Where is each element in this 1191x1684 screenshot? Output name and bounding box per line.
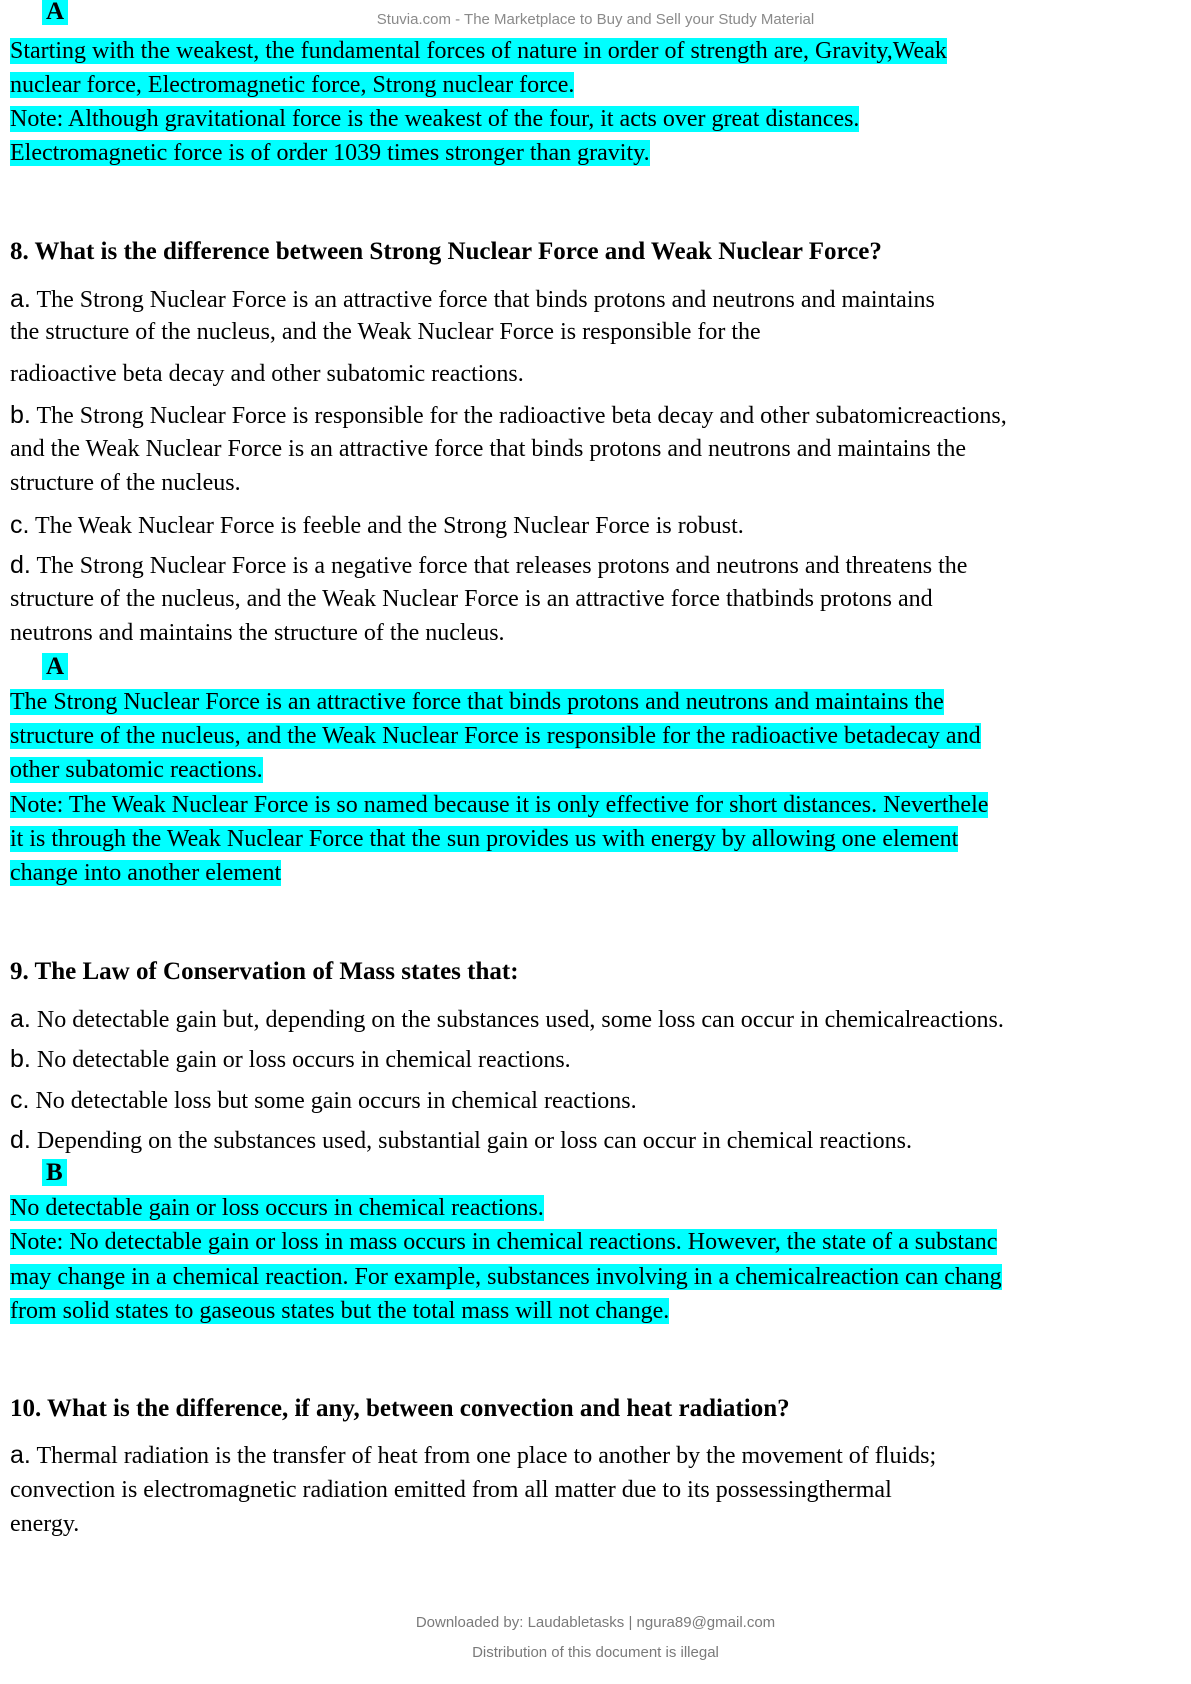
- answer-note: Note: No detectable gain or loss in mass occurs in chemical reactions. However, the state of a substanc: [10, 1229, 998, 1255]
- option-d: d. The Strong Nuclear Force is a negative force that releases protons and neutrons and threatens the: [10, 551, 968, 579]
- answer-note: from solid states to gaseous states but the total mass will not change.: [10, 1298, 670, 1324]
- answer-line: structure of the nucleus, and the Weak Nuclear Force is responsible for the radioactive betadecay and: [10, 723, 981, 749]
- option-b-cont: structure of the nucleus.: [10, 470, 241, 496]
- option-a-cont: radioactive beta decay and other subatomic reactions.: [10, 361, 524, 387]
- option-d: d. Depending on the substances used, substantial gain or loss can occur in chemical reactions.: [10, 1126, 912, 1154]
- answer-line: Starting with the weakest, the fundamental forces of nature in order of strength are, Gravity,Weak: [10, 38, 947, 64]
- answer-note: Note: The Weak Nuclear Force is so named because it is only effective for short distances. Neverthele: [10, 792, 989, 818]
- footer-downloaded: Downloaded by: Laudabletasks | ngura89@gmail.com: [415, 1614, 776, 1631]
- option-a: a. No detectable gain but, depending on the substances used, some loss can occur in chemicalreactions.: [10, 1005, 1004, 1033]
- answer-note: Note: Although gravitational force is the weakest of the four, it acts over great distances.: [10, 106, 860, 132]
- option-a-cont: convection is electromagnetic radiation emitted from all matter due to its possessingthermal: [10, 1477, 892, 1503]
- question-9: 9. The Law of Conservation of Mass states that:: [10, 958, 519, 985]
- option-c: c. The Weak Nuclear Force is feeble and the Strong Nuclear Force is robust.: [10, 511, 744, 539]
- option-b: b. The Strong Nuclear Force is responsible for the radioactive beta decay and other subatomicreactions,: [10, 401, 1007, 429]
- answer-line: No detectable gain or loss occurs in chemical reactions.: [10, 1195, 544, 1221]
- answer-note: Electromagnetic force is of order 1039 times stronger than gravity.: [10, 140, 650, 166]
- answer-note: change into another element: [10, 860, 282, 886]
- option-c: c. No detectable loss but some gain occurs in chemical reactions.: [10, 1086, 637, 1114]
- option-b-cont: and the Weak Nuclear Force is an attractive force that binds protons and neutrons and maintains the: [10, 436, 966, 462]
- answer-letter: A: [42, 0, 68, 28]
- answer-note: may change in a chemical reaction. For example, substances involving in a chemicalreaction can chang: [10, 1264, 1002, 1290]
- page-header: Stuvia.com - The Marketplace to Buy and Sell your Study Material: [376, 11, 815, 28]
- option-a-cont: energy.: [10, 1511, 80, 1537]
- answer-line: The Strong Nuclear Force is an attractive force that binds protons and neutrons and maintains the: [10, 689, 944, 715]
- answer-line: other subatomic reactions.: [10, 757, 263, 783]
- option-b: b. No detectable gain or loss occurs in chemical reactions.: [10, 1045, 571, 1073]
- question-8: 8. What is the difference between Strong Nuclear Force and Weak Nuclear Force?: [10, 238, 882, 265]
- option-a-cont: the structure of the nucleus, and the Weak Nuclear Force is responsible for the: [10, 319, 761, 345]
- option-a: a. The Strong Nuclear Force is an attractive force that binds protons and neutrons and maintains: [10, 285, 935, 313]
- answer-letter: A: [42, 651, 68, 683]
- answer-line: nuclear force, Electromagnetic force, Strong nuclear force.: [10, 72, 575, 98]
- option-a: a. Thermal radiation is the transfer of heat from one place to another by the movement of fluids;: [10, 1441, 937, 1469]
- answer-letter: B: [42, 1157, 67, 1189]
- footer-distribution: Distribution of this document is illegal: [472, 1644, 719, 1661]
- question-10: 10. What is the difference, if any, between convection and heat radiation?: [10, 1395, 790, 1422]
- option-d-cont: neutrons and maintains the structure of the nucleus.: [10, 620, 505, 646]
- answer-note: it is through the Weak Nuclear Force that the sun provides us with energy by allowing one element: [10, 826, 959, 852]
- option-d-cont: structure of the nucleus, and the Weak Nuclear Force is an attractive force thatbinds protons and: [10, 586, 933, 612]
